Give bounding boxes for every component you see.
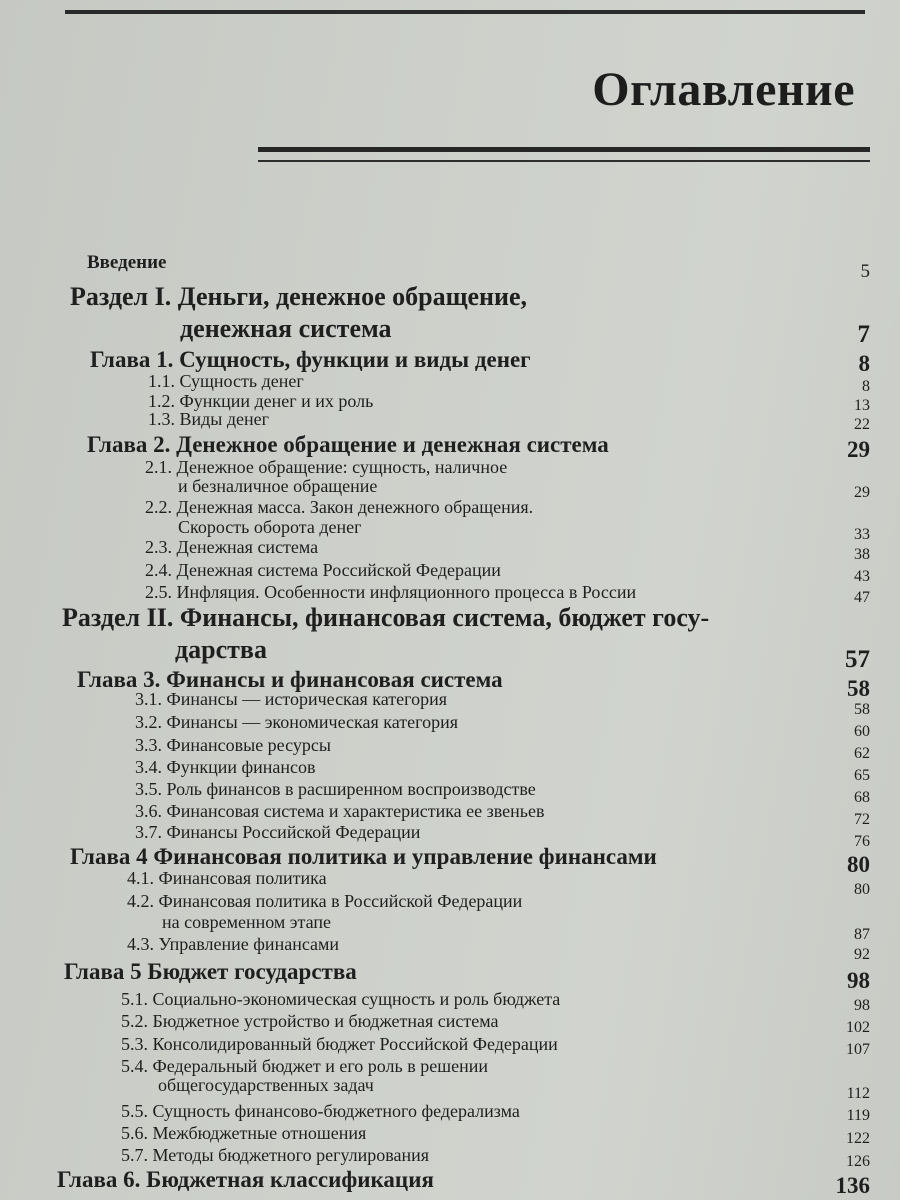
toc-ch4-page: 80 xyxy=(847,852,870,877)
toc-ch3-item4: 3.4. Функции финансов xyxy=(135,757,316,777)
toc-ch3-item7-page: 76 xyxy=(854,833,870,850)
toc-ch5-item7: 5.7. Методы бюджетного регулирования xyxy=(121,1145,430,1165)
toc-ch2-item3: 2.3. Денежная система xyxy=(145,537,319,557)
toc-ch5-item6-page: 122 xyxy=(846,1130,870,1147)
toc-ch3-item3-page: 62 xyxy=(854,745,870,762)
toc-ch2-item1-page: 29 xyxy=(854,484,870,501)
toc-ch2-item2-page: 33 xyxy=(854,526,870,543)
toc-ch5-item5-page: 119 xyxy=(846,1107,870,1124)
toc-ch4-item2-page: 87 xyxy=(854,926,870,943)
toc-ch1-label: Глава 1. Сущность, функции и виды денег xyxy=(90,347,531,372)
toc-ch5-item2-page: 102 xyxy=(846,1019,870,1036)
toc-ch3-item7: 3.7. Финансы Российской Федерации xyxy=(135,822,421,842)
toc-ch1-item2: 1.2. Функции денег и их роль xyxy=(148,391,374,411)
toc-ch2-item2-line2: Скорость оборота денег xyxy=(178,517,362,537)
toc-ch1-item3-page: 22 xyxy=(854,416,870,433)
toc-ch2-item1-line1: 2.1. Денежное обращение: сущность, наличное xyxy=(145,457,508,477)
toc-intro-label: Введение xyxy=(87,252,167,273)
toc-section1-page: 7 xyxy=(857,321,870,348)
toc-ch6-page: 136 xyxy=(835,1173,870,1198)
toc-ch5-item7-page: 126 xyxy=(846,1153,870,1170)
toc-ch2-page: 29 xyxy=(847,437,870,462)
toc-ch4-item3: 4.3. Управление финансами xyxy=(127,934,340,954)
toc-ch3-item3: 3.3. Финансовые ресурсы xyxy=(135,735,331,755)
toc-ch2-item4-page: 43 xyxy=(854,568,870,585)
toc-intro-page: 5 xyxy=(860,261,870,282)
toc-ch5-item4-line1: 5.4. Федеральный бюджет и его роль в решении xyxy=(121,1056,488,1076)
toc-ch4-item3-page: 92 xyxy=(854,946,870,963)
toc-ch2-item2-line1: 2.2. Денежная масса. Закон денежного обращения. xyxy=(145,497,534,517)
toc-ch5-label: Глава 5 Бюджет государства xyxy=(64,959,357,984)
toc-ch5-item1: 5.1. Социально-экономическая сущность и роль бюджета xyxy=(121,989,561,1009)
toc-ch1-item1: 1.1. Сущность денег xyxy=(148,371,304,391)
toc-ch4-item1: 4.1. Финансовая политика xyxy=(127,868,327,888)
toc-ch4-label: Глава 4 Финансовая политика и управление финансами xyxy=(70,844,657,869)
toc-ch5-item3-page: 107 xyxy=(846,1041,870,1058)
toc-section1-line2: денежная система xyxy=(180,314,392,343)
toc-ch2-item1-line2: и безналичное обращение xyxy=(178,476,378,496)
toc-ch3-item5: 3.5. Роль финансов в расширенном воспроизводстве xyxy=(135,779,536,799)
toc-ch5-item6: 5.6. Межбюджетные отношения xyxy=(121,1123,367,1143)
toc-ch2-item3-page: 38 xyxy=(854,546,870,563)
toc-ch5-page: 98 xyxy=(847,968,870,993)
toc-ch3-page: 58 xyxy=(847,676,870,701)
toc-ch3-item4-page: 65 xyxy=(854,767,870,784)
toc-ch4-item2-line1: 4.2. Финансовая политика в Российской Федерации xyxy=(127,891,523,911)
toc-ch3-item6-page: 72 xyxy=(854,811,870,828)
toc-ch6-label: Глава 6. Бюджетная классификация xyxy=(57,1167,434,1192)
toc-section2-line1: Раздел II. Финансы, финансовая система, бюджет госу- xyxy=(62,603,710,632)
toc-ch5-item1-page: 98 xyxy=(854,997,870,1014)
toc-ch1-item3: 1.3. Виды денег xyxy=(148,409,270,429)
toc-ch2-item5-page: 47 xyxy=(854,589,870,606)
toc-ch3-item5-page: 68 xyxy=(854,789,870,806)
toc-ch3-item6: 3.6. Финансовая система и характеристика ее звеньев xyxy=(135,801,545,821)
title-rule-thin xyxy=(258,160,870,162)
toc-ch5-item5: 5.5. Сущность финансово-бюджетного федерализма xyxy=(121,1101,520,1121)
toc-ch3-item2: 3.2. Финансы — экономическая категория xyxy=(135,712,458,732)
toc-ch4-item1-page: 80 xyxy=(854,881,870,898)
toc-section2-line2: дарства xyxy=(175,635,267,664)
toc-ch1-item2-page: 13 xyxy=(854,397,870,414)
toc-ch1-item1-page: 8 xyxy=(862,378,870,395)
toc-ch1-page: 8 xyxy=(858,351,870,376)
top-rule xyxy=(65,10,865,14)
toc-ch2-item5: 2.5. Инфляция. Особенности инфляционного процесса в России xyxy=(145,582,637,602)
toc-ch3-item1-page: 58 xyxy=(854,701,870,718)
toc-ch5-item2: 5.2. Бюджетное устройство и бюджетная система xyxy=(121,1011,499,1031)
toc-ch5-item3: 5.3. Консолидированный бюджет Российской Федерации xyxy=(121,1034,558,1054)
toc-ch5-item4-page: 112 xyxy=(846,1085,870,1102)
toc-ch3-item1: 3.1. Финансы — историческая категория xyxy=(135,689,447,709)
toc-section1-line1: Раздел I. Деньги, денежное обращение, xyxy=(70,282,528,311)
toc-ch2-label: Глава 2. Денежное обращение и денежная система xyxy=(87,432,609,457)
toc-ch5-item4-line2: общегосударственных задач xyxy=(158,1075,374,1095)
toc-ch4-item2-line2: на современном этапе xyxy=(162,912,331,932)
toc-section2-page: 57 xyxy=(845,646,870,673)
toc-ch3-item2-page: 60 xyxy=(854,723,870,740)
title-rule-thick xyxy=(258,147,870,152)
toc-ch3-label: Глава 3. Финансы и финансовая система xyxy=(77,667,503,692)
toc-ch2-item4: 2.4. Денежная система Российской Федерации xyxy=(145,560,501,580)
page-title: Оглавление xyxy=(592,63,855,116)
